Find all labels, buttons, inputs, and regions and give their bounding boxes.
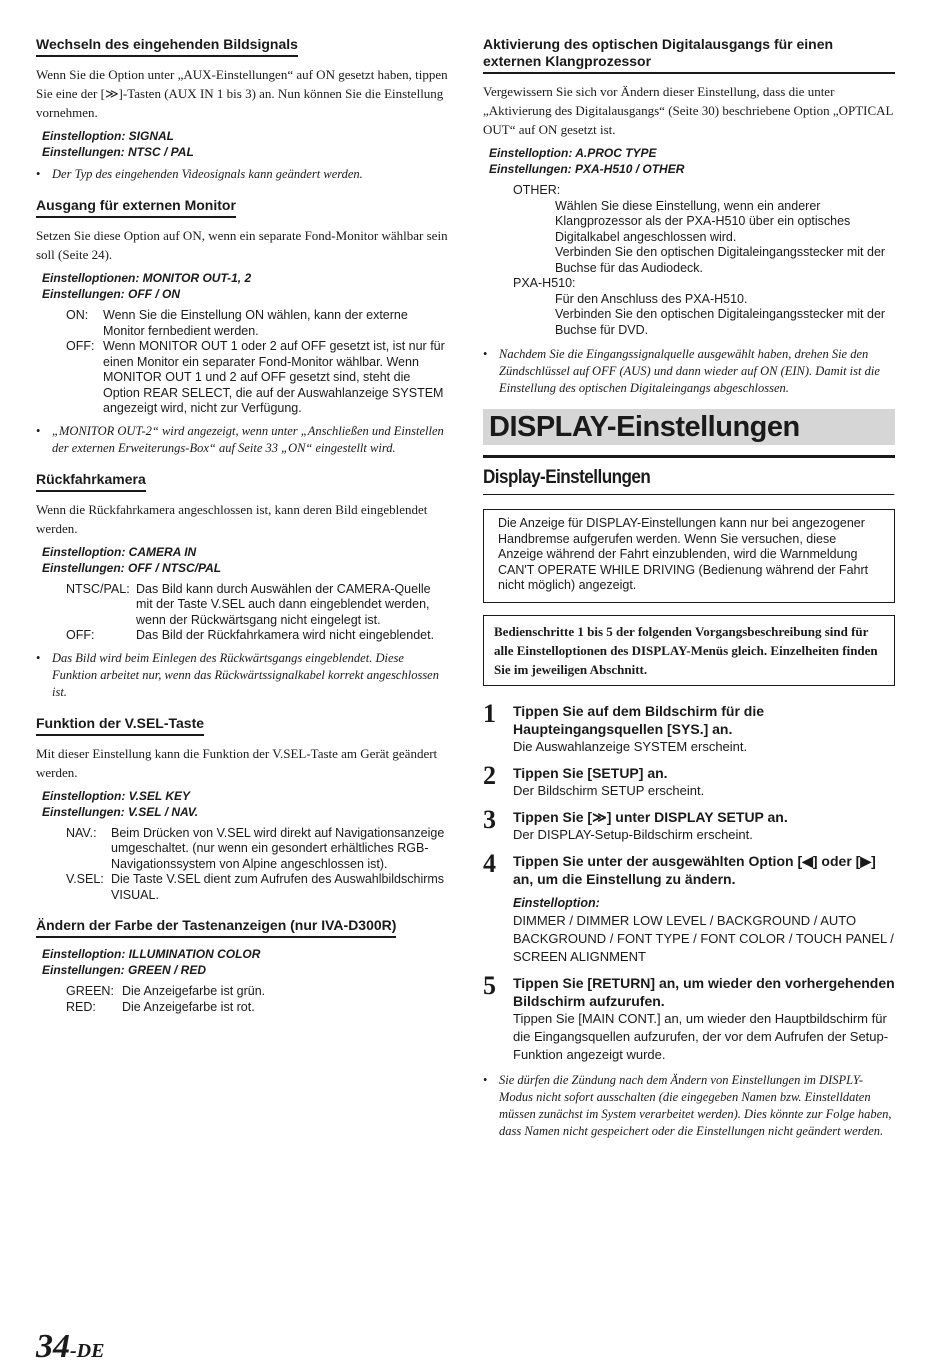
section-title: Display-Einstellungen: [483, 466, 895, 495]
step-3: [483, 804, 895, 844]
bullet-icon: •: [36, 167, 41, 181]
definition-term: NTSC/PAL:: [66, 581, 130, 596]
definition-row: [66, 582, 448, 629]
left-column: [36, 36, 448, 1029]
setting-options: [36, 788, 448, 820]
step-number: 2: [483, 760, 496, 790]
definition-term: OFF:: [66, 628, 95, 642]
definition-list: [513, 183, 895, 338]
note: [483, 346, 895, 397]
section-body: Wenn Sie die Option unter „AUX-Einstellungen“ auf ON gesetzt haben, tippen Sie eine der [≫]-Tasten (AUX IN 1 bis 3) an. Nun können Sie die Einstellung vornehmen.: [36, 67, 448, 120]
section-heading: Aktivierung des optischen Digitalausgangs für einen externen Klangprozessor: [483, 36, 895, 74]
definition-desc: Das Bild der Rückfahrkamera wird nicht eingeblendet.: [136, 628, 435, 642]
definition-desc: Wenn MONITOR OUT 1 oder 2 auf OFF gesetzt ist, ist nur für einen Monitor ein separater Fond-Monitor wählbar. Wenn MONITOR OUT 1 und 2 auf OFF gesetzt sind, steht die Option REAR SELECT, die auf der Auswahlanzeige SYSTEM angezeigt wird, nicht zur Verfügung.: [103, 339, 445, 415]
bullet-icon: •: [36, 650, 41, 665]
step-number: 5: [483, 970, 496, 1000]
note: [483, 1072, 895, 1140]
bullet-icon: •: [483, 1072, 488, 1087]
setting-values-label: Einstellungen: GREEN / RED: [42, 963, 207, 977]
step-1: [483, 698, 895, 756]
definition-row: [66, 984, 448, 1000]
definition-row: [66, 628, 448, 644]
definition-list: [66, 308, 448, 417]
definition-desc: Verbinden Sie den optischen Digitaleingangsstecker mit der Buchse für das Audiodeck.: [555, 245, 886, 275]
setting-values-label: Einstellungen: NTSC / PAL: [42, 145, 194, 159]
setting-values-label: Einstellungen: PXA-H510 / OTHER: [489, 162, 685, 176]
bullet-icon: •: [36, 423, 41, 438]
setting-options: [483, 145, 895, 177]
step-title: Tippen Sie unter der ausgewählten Option [◀] oder [▶] an, um die Einstellung zu ändern.: [513, 852, 876, 887]
step-5: [483, 970, 895, 1064]
definition-row: [66, 872, 448, 903]
setting-values-label: Einstellungen: V.SEL / NAV.: [42, 804, 199, 819]
note-text: Der Typ des eingehenden Videosignals kann geändert werden.: [52, 167, 363, 181]
definition-row: [66, 1000, 448, 1016]
note-text: Nachdem Sie die Eingangssignalquelle ausgewählt haben, drehen Sie den Zündschlüssel auf OFF (AUS) und dann wieder auf ON (EIN). Damit ist die Einstellung des optischen Digitaleingangs abgeschlossen.: [499, 347, 880, 395]
section-vsel: [36, 715, 448, 904]
definition-term: NAV.:: [66, 825, 97, 840]
step-4: [483, 848, 895, 966]
section-heading: Wechseln des eingehenden Bildsignals: [36, 36, 298, 57]
definition-term: ON:: [66, 308, 89, 322]
definition-desc: Die Anzeigefarbe ist rot.: [122, 999, 255, 1014]
note-text: Sie dürfen die Zündung nach dem Ändern von Einstellungen im DISPLY-Modus nicht sofort ausschalten (die eingegeben Namen bzw. Einstelldaten müssen zunächst im System verarbeitet werden). Dies könnte zur Folge haben, dass Namen nicht gespeichert oder die Einstellungen nicht geändert werden.: [499, 1072, 892, 1138]
setting-option-label: Einstelloption: SIGNAL: [42, 129, 174, 143]
section-body: Wenn die Rückfahrkamera angeschlossen ist, kann deren Bild eingeblendet werden.: [36, 501, 428, 536]
step-title: Tippen Sie [RETURN] an, um wieder den vorhergehenden Bildschirm aufzurufen.: [513, 974, 895, 1009]
definition-row: [66, 308, 448, 339]
definition-term: PXA-H510:: [513, 276, 576, 290]
section-bildsignal: [36, 36, 448, 183]
step-number: 1: [483, 698, 496, 728]
bullet-icon: •: [483, 347, 488, 361]
setting-options: [36, 544, 448, 576]
definition-desc: Die Anzeigefarbe ist grün.: [122, 984, 266, 998]
section-monitor: [36, 197, 448, 457]
step-option-label: Einstelloption:: [513, 895, 600, 910]
step-desc: Der DISPLAY-Setup-Bildschirm erscheint.: [513, 826, 753, 842]
step-number: 4: [483, 848, 496, 878]
setting-option-label: Einstelloption: A.PROC TYPE: [489, 146, 657, 160]
definition-desc: Wählen Sie diese Einstellung, wenn ein anderer Klangprozessor als der PXA-H510 über ein optisches Digitalkabel angeschlossen wird.: [555, 198, 851, 244]
setting-options: [36, 270, 448, 302]
step-2: [483, 760, 895, 800]
warning-box: Die Anzeige für DISPLAY-Einstellungen kann nur bei angezogener Handbremse aufgerufen werden. Wenn Sie versuchen, diese Anzeige während der Fahrt einzublenden, wird die Warnmeldung CAN'T OPERATE WHILE DRIVING (Bedienung während der Fahrt nicht möglich) angezeigt.: [483, 509, 895, 603]
setting-option-label: Einstelloptionen: MONITOR OUT-1, 2: [42, 271, 252, 285]
definition-desc: Wenn Sie die Einstellung ON wählen, kann der externe Monitor fernbedient werden.: [103, 308, 408, 338]
section-body: Setzen Sie diese Option auf ON, wenn ein separate Fond-Monitor wählbar sein soll (Seite 24).: [36, 228, 448, 262]
definition-term: OTHER:: [513, 183, 561, 197]
divider: [483, 455, 895, 458]
setting-options: [36, 128, 448, 160]
setting-options: [36, 946, 448, 978]
section-heading: Funktion der V.SEL-Taste: [36, 715, 204, 736]
setting-option-label: Einstelloption: ILLUMINATION COLOR: [42, 947, 261, 961]
note: [36, 423, 448, 457]
definition-term: V.SEL:: [66, 872, 104, 886]
step-title: Tippen Sie auf dem Bildschirm für die Haupteingangsquellen [SYS.] an.: [513, 702, 765, 737]
definition-term: RED:: [66, 999, 96, 1014]
step-title: Tippen Sie [SETUP] an.: [513, 764, 668, 781]
definition-list: [66, 984, 448, 1015]
definition-list: [66, 826, 448, 904]
section-heading: Ausgang für externen Monitor: [36, 197, 236, 218]
section-body: Mit dieser Einstellung kann die Funktion der V.SEL-Taste am Gerät geändert werden.: [36, 745, 438, 780]
chapter-title: DISPLAY-Einstellungen: [483, 409, 895, 445]
right-column: [483, 36, 895, 1148]
note: [36, 166, 448, 183]
page-suffix: -DE: [70, 1340, 105, 1362]
step-title: Tippen Sie [≫] unter DISPLAY SETUP an.: [513, 808, 788, 825]
definition-term: GREEN:: [66, 984, 114, 998]
section-heading: Ändern der Farbe der Tastenanzeigen (nur IVA-D300R): [36, 917, 396, 938]
section-farbe: [36, 917, 448, 1015]
step-desc: Tippen Sie [MAIN CONT.] an, um wieder den Hauptbildschirm für die Eingangsquellen aufzurufen, der vor dem Aufrufen der Setup-Funktion angezeigt wurde.: [513, 1010, 889, 1062]
note-text: Das Bild wird beim Einlegen des Rückwärtsgangs eingeblendet. Diese Funktion arbeitet nur, wenn das Rückwärtssignalkabel korrekt angeschlossen ist.: [52, 650, 439, 699]
definition-row: [66, 339, 448, 417]
definition-desc: Das Bild kann durch Auswählen der CAMERA-Quelle mit der Taste V.SEL auch dann eingeblendet werden, wenn der Rückwärtsgang nicht eingelegt ist.: [136, 581, 431, 627]
definition-desc: Für den Anschluss des PXA-H510.: [555, 291, 748, 306]
definition-desc: Verbinden Sie den optischen Digitaleingangsstecker mit der Buchse für DVD.: [555, 307, 886, 337]
step-number: 3: [483, 804, 496, 834]
section-body: Vergewissern Sie sich vor Ändern dieser Einstellung, dass die unter „Aktivierung des Digitalausgangs“ (Seite 30) beschriebene Option „OPTICAL OUT“ auf ON gesetzt ist.: [483, 84, 893, 137]
definition-term: OFF:: [66, 339, 95, 353]
note: [36, 650, 448, 701]
definition-list: [66, 582, 448, 644]
definition-desc: Die Taste V.SEL dient zum Aufrufen des Auswahlbildschirms VISUAL.: [111, 872, 445, 902]
section-kamera: [36, 471, 448, 701]
setting-option-label: Einstelloption: V.SEL KEY: [42, 788, 191, 803]
setting-values-label: Einstellungen: OFF / ON: [42, 287, 180, 301]
step-desc: Die Auswahlanzeige SYSTEM erscheint.: [513, 738, 748, 754]
definition-desc: Beim Drücken von V.SEL wird direkt auf Navigationsanzeige umgeschaltet. (nur wenn ein gesondert erhältliches RGB-Navigationssystem von Alpine angeschlossen ist).: [111, 825, 445, 871]
section-optical: [483, 36, 895, 397]
page-number: [36, 1328, 104, 1370]
definition-row: [66, 826, 448, 873]
step-desc: DIMMER / DIMMER LOW LEVEL / BACKGROUND / AUTO BACKGROUND / FONT TYPE / FONT COLOR / TOUCH PANEL / SCREEN ALIGNMENT: [513, 912, 894, 964]
setting-option-label: Einstelloption: CAMERA IN: [42, 544, 197, 559]
note-text: „MONITOR OUT-2“ wird angezeigt, wenn unter „Anschließen und Einstellen der externen Erweiterungs-Box“ auf Seite 33 „ON“ eingestellt wird.: [52, 423, 444, 455]
info-box: Bedienschritte 1 bis 5 der folgenden Vorgangsbeschreibung sind für alle Einstelloptionen des DISPLAY-Menüs gleich. Einzelheiten finden Sie im jeweiligen Abschnitt.: [483, 615, 895, 686]
page-number-value: 34: [36, 1328, 70, 1365]
setting-values-label: Einstellungen: OFF / NTSC/PAL: [42, 560, 222, 575]
section-heading: Rückfahrkamera: [36, 471, 146, 492]
step-desc: Der Bildschirm SETUP erscheint.: [513, 782, 705, 798]
